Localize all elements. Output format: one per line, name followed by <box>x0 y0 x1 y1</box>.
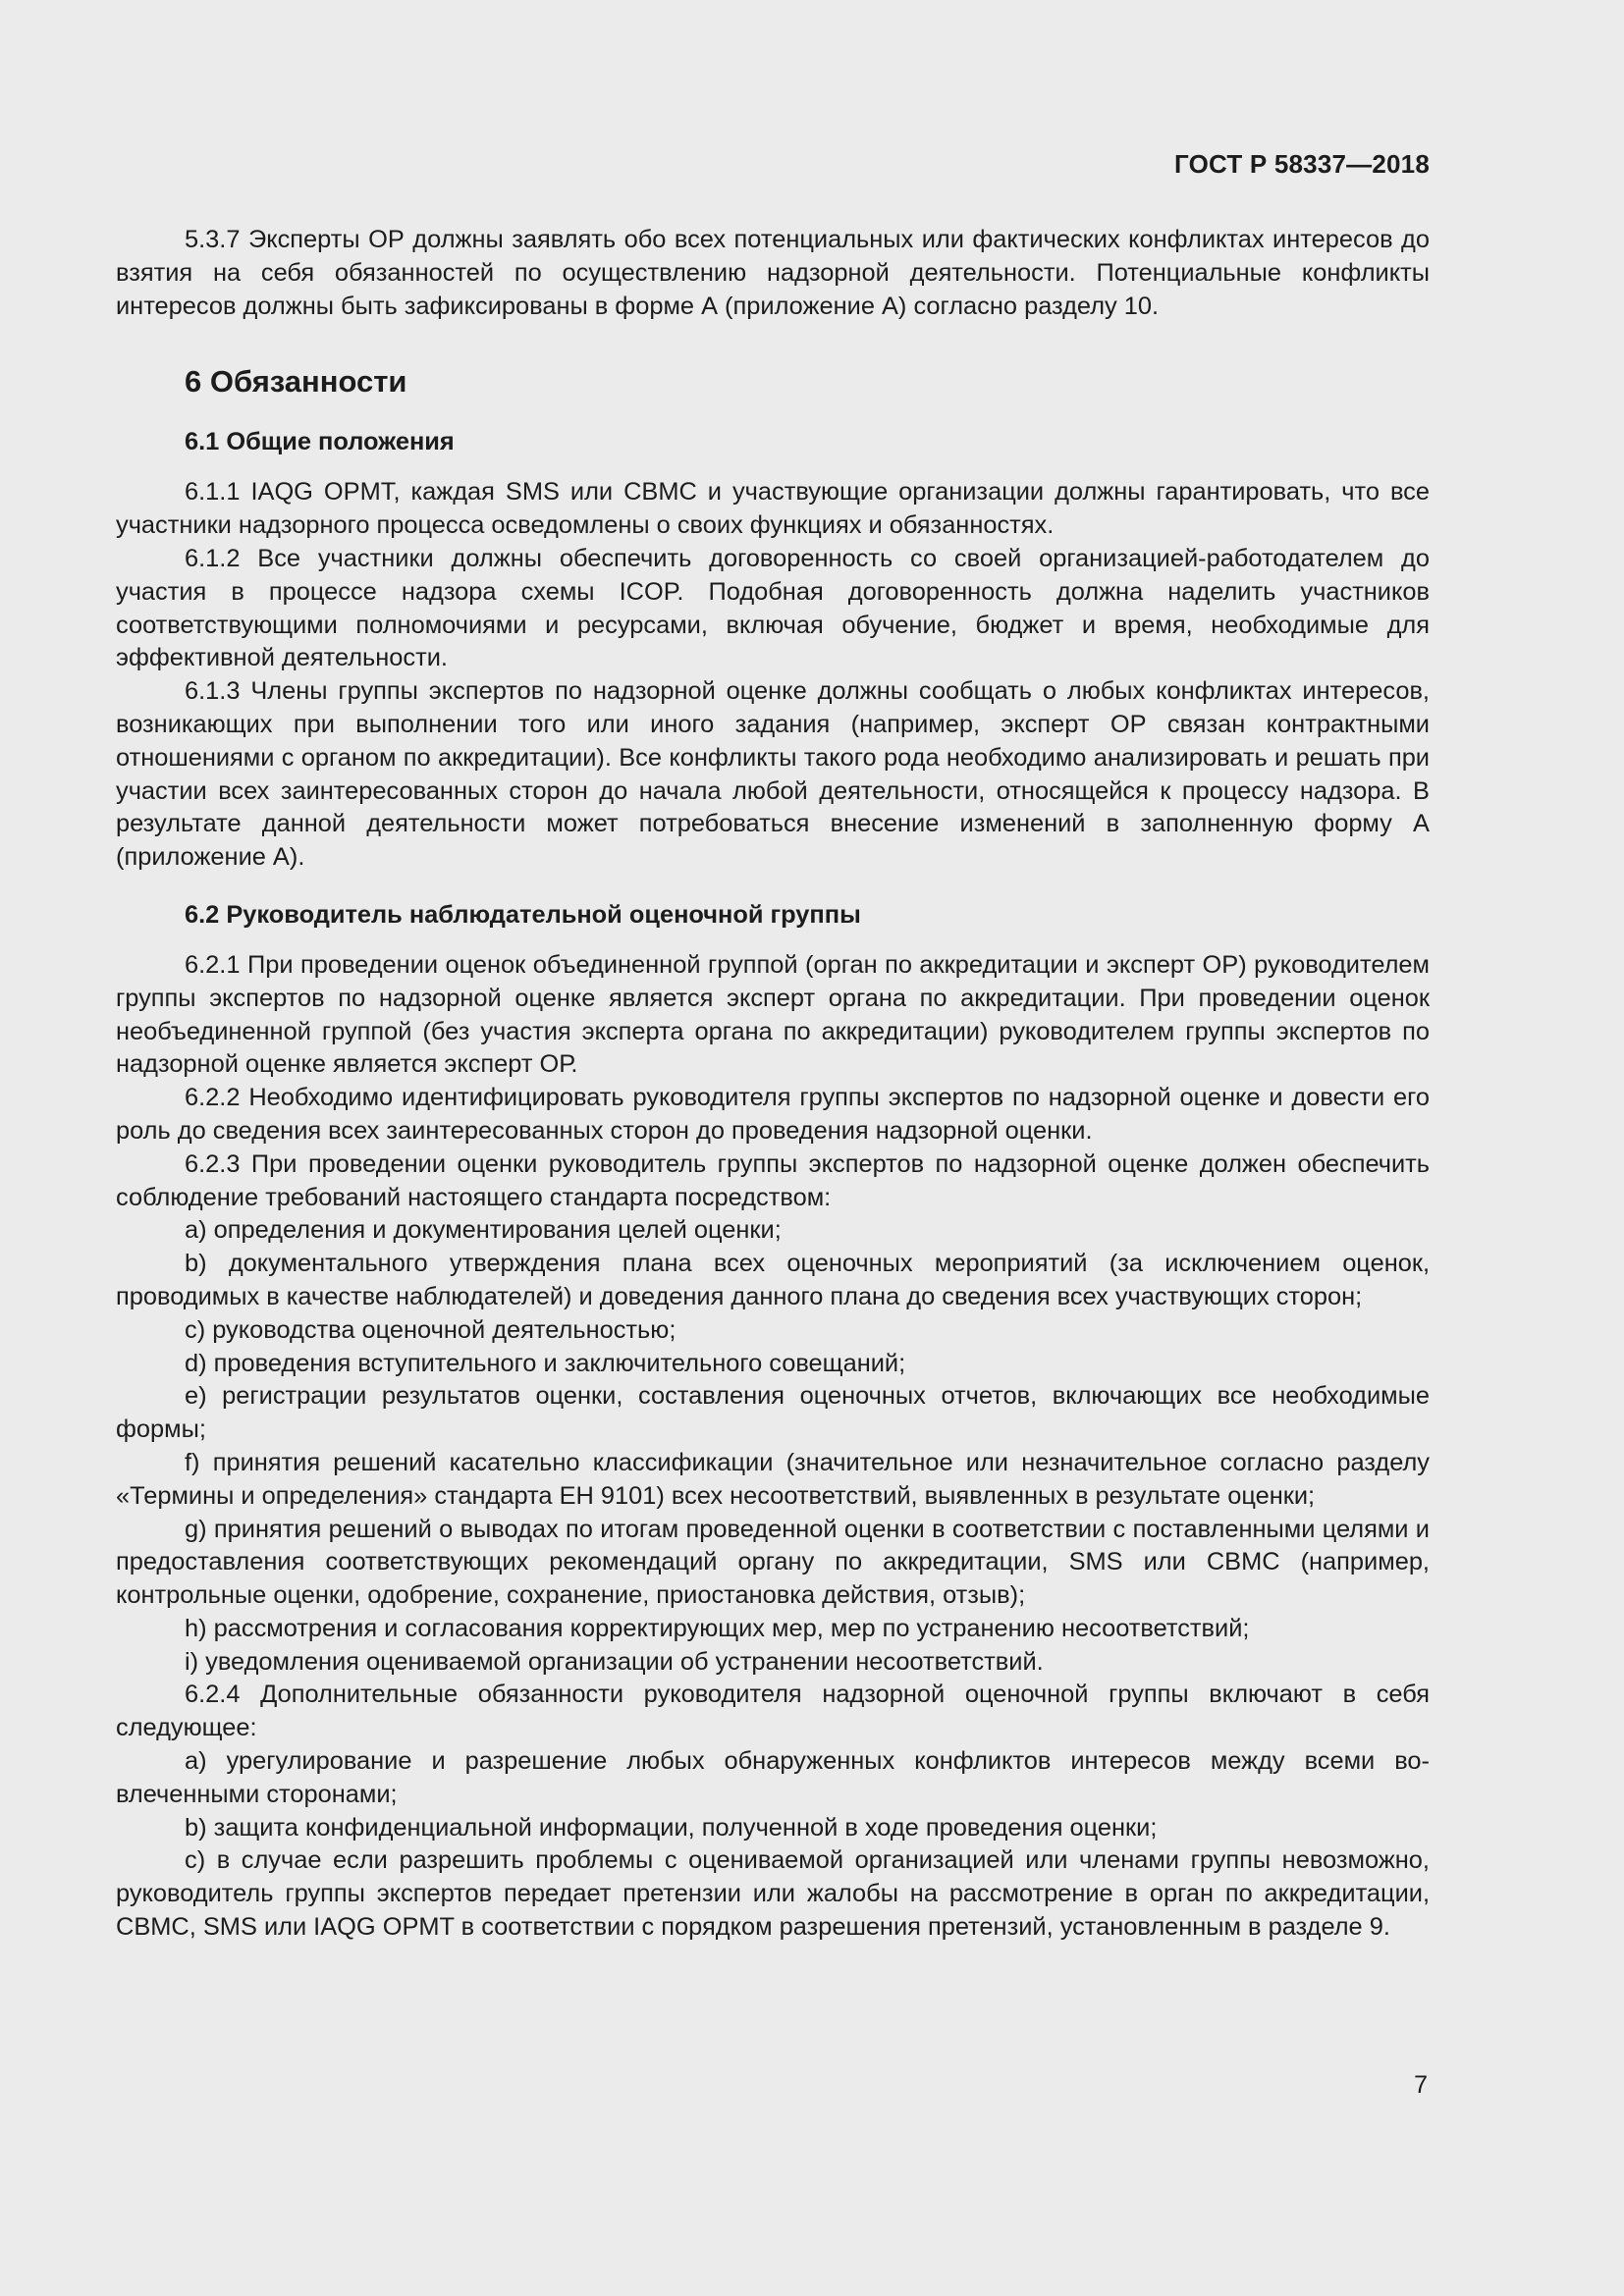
list-item-6-2-3-i: i) уведомления оцениваемой организации об устранении несоответствий. <box>185 1647 1044 1676</box>
paragraph-5-3-7: 5.3.7 Эксперты ОР должны заявлять обо всех потенциальных или фактических конфликтах интересов до взятия на себя обязанностей по осуществлению надзорной деятельности. Потенциальные конфликты интересов должны быть зафиксированы в форме А (приложение А) согласно разделу 10. <box>116 226 1430 320</box>
paragraph-6-2-4: 6.2.4 Дополнительные обязанности руководителя надзорной оценочной группы включают в себя следующее: <box>116 1681 1430 1742</box>
subsection-6-2-title: 6.2 Руководитель наблюдательной оценочной группы <box>185 900 861 929</box>
paragraph-6-2-2: 6.2.2 Необходимо идентифицировать руководителя группы экспертов по надзорной оценке и довести его роль до сведения всех заинтересованных сторон до проведения надзорной оценки. <box>116 1084 1430 1145</box>
list-item-6-2-3-b: b) документального утверждения плана всех оценочных мероприятий (за исключением оценок, проводимых в качестве наблюдателей) и доведения данного плана до сведения всех участвующих сторон; <box>116 1250 1430 1310</box>
paragraph-6-1-2: 6.1.2 Все участники должны обеспечить договоренность со своей организацией-работодателем до участия в процессе надзора схемы ICOP. Подобная договоренность должна наделить участников соответствующими полномочиями и ресурсами, включая обучение, бюджет и время, необходимые для эффективной деятельности. <box>116 544 1430 672</box>
document-header-id: ГОСТ Р 58337—2018 <box>1174 149 1430 179</box>
list-item-6-2-4-c: c) в случае если разрешить проблемы с оцениваемой организацией или членами группы невозможно, руководитель группы экспертов передает претензии или жалобы на рассмотрение в орган по аккредитации, CBMC, SMS или IAQG OPMT в соответствии с порядком разрешения претензий, установленным в разделе 9. <box>116 1846 1430 1942</box>
subsection-6-1-title: 6.1 Общие положения <box>185 428 455 456</box>
list-item-6-2-3-g: g) принятия решений о выводах по итогам проведенной оценки в соответствии с поставленными целями и предоставления соответствующих рекомендаций органу по аккредитации, SMS или CBMC (например, контрольные оценки, одобрение, сохранение, приостановка действия, отзыв); <box>116 1515 1430 1610</box>
page-number: 7 <box>1414 2071 1428 2099</box>
list-item-6-2-4-a: a) урегулирование и разрешение любых обнаруженных конфликтов интересов между всеми вовлеченными сторонами; <box>116 1747 1430 1808</box>
list-item-6-2-3-e: e) регистрации результатов оценки, составления оценочных отчетов, включающих все необходимые формы; <box>116 1382 1430 1444</box>
list-item-6-2-3-a: a) определения и документирования целей оценки; <box>185 1216 782 1245</box>
list-item-6-2-3-c: c) руководства оценочной деятельностью; <box>185 1315 677 1344</box>
list-item-6-2-3-d: d) проведения вступительного и заключительного совещаний; <box>185 1349 906 1377</box>
section-6-title: 6 Обязанности <box>185 364 407 400</box>
paragraph-6-1-1: 6.1.1 IAQG OPMT, каждая SMS или CBMC и участвующие организации должны гарантировать, что все участники надзорного процесса осведомлены о своих функциях и обязанностях. <box>116 478 1430 540</box>
list-item-6-2-3-h: h) рассмотрения и согласования корректирующих мер, мер по устранению несоответствий; <box>185 1614 1250 1642</box>
paragraph-6-2-3: 6.2.3 При проведении оценки руководитель группы экспертов по надзорной оценке должен обеспечить соблюдение требований настоящего стандарта посредством: <box>116 1149 1430 1211</box>
list-item-6-2-3-f: f) принятия решений касательно классификации (значительное или незначительное согласно разделу «Термины и определения» стандарта ЕН 9101) всех несоответствий, выявленных в результате оценки; <box>116 1448 1430 1510</box>
paragraph-6-2-1: 6.2.1 При проведении оценок объединенной группой (орган по аккредитации и эксперт ОР) руководителем группы экспертов по надзорной оценке является эксперт органа по аккредитации. При проведении оценок необъединенной группой (без участия эксперта органа по аккредитации) руководителем группы экспертов по надзорной оценке является эксперт ОР. <box>116 950 1430 1079</box>
paragraph-6-1-3: 6.1.3 Члены группы экспертов по надзорной оценке должны сообщать о любых конфликтах интересов, возникающих при выполнении того или иного задания (например, эксперт ОР связан контрактными отношениями с органом по аккредитации). Все конфликты такого рода необходимо анализировать и решать при участии всех заинтересованных сторон до начала любой деятельности, относящейся к процессу надзора. В результате данной деятельности может потребоваться внесение изменений в заполненную форму А (приложение А). <box>116 677 1430 872</box>
list-item-6-2-4-b: b) защита конфиденциальной информации, полученной в ходе проведения оценки; <box>185 1813 1158 1842</box>
document-body <box>116 224 1430 1945</box>
